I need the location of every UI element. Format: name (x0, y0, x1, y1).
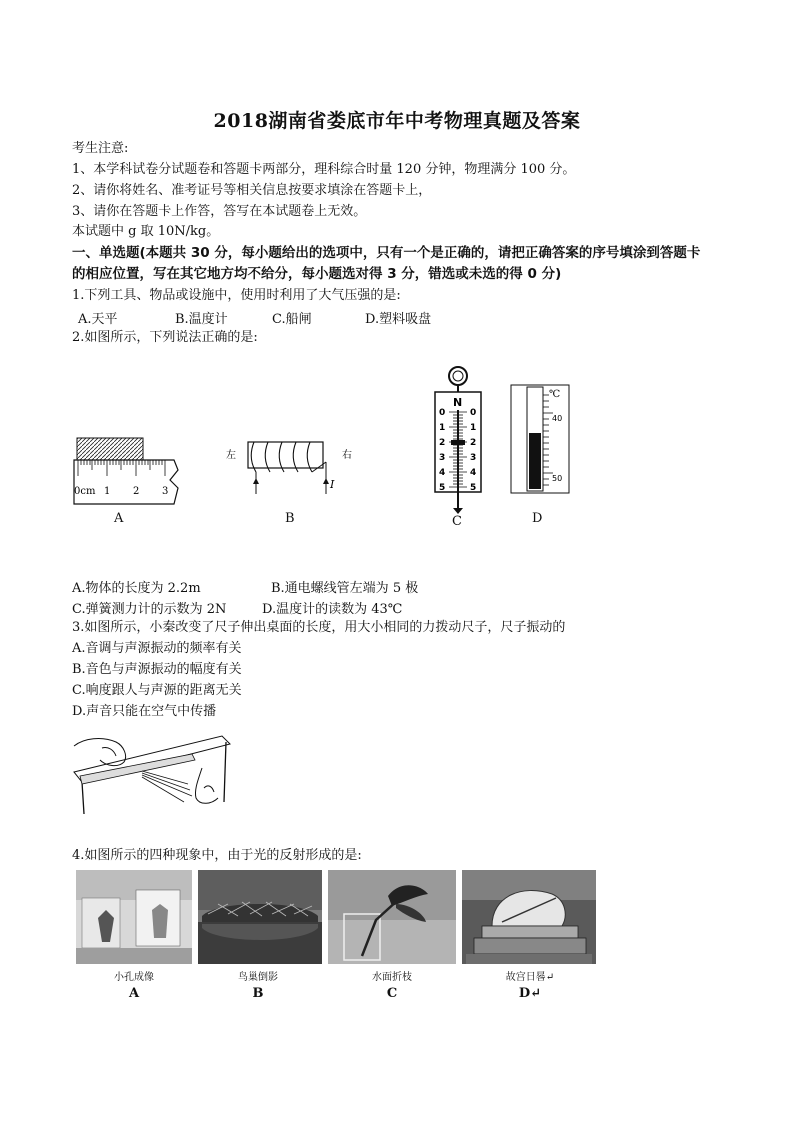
coil-right-label: 右 (342, 450, 352, 461)
scale-left-5: 5 (439, 483, 446, 493)
fig-label-a: A (114, 511, 124, 526)
solenoid-core (248, 442, 323, 468)
spring-scale-figure (425, 362, 495, 517)
scale-left-1: 1 (439, 423, 446, 433)
current-arrow-left (253, 478, 259, 484)
ruler-tick-0: 0cm (74, 486, 96, 497)
fig-label-b: B (285, 511, 295, 526)
q2-stem: 2.如图所示，下列说法正确的是: (72, 330, 258, 345)
table-leg-left (82, 782, 84, 814)
photo-label-c: C (386, 986, 398, 1001)
scale-right-2: 2 (470, 438, 477, 448)
current-arrow-right (323, 478, 329, 484)
caption-b: 鸟巢倒影 (238, 972, 278, 983)
scale-right-5: 5 (470, 483, 477, 493)
scale-pointer (451, 440, 465, 445)
scale-left-4: 4 (439, 468, 446, 478)
page-title: 2018湖南省娄底市年中考物理真题及答案 (213, 110, 581, 132)
photo-label-a: A (128, 986, 140, 1001)
photo-label-d: D↵ (518, 986, 542, 1001)
q1-option-c: C.船闸 (272, 312, 312, 327)
notice-item-2: 2、请你将姓名、准考证号等相关信息按要求填涂在答题卡上， (72, 183, 432, 198)
notice-item-1: 1、本学科试卷分试题卷和答题卡两部分，理科综合时量 120 分钟，物理满分 100 分。 (72, 162, 576, 177)
section-heading-line1: 一、单选题(本题共 30 分，每小题给出的选项中，只有一个是正确的，请把正确答案的序号填涂到答题卡 (72, 245, 701, 261)
g-note: 本试题中 g 取 10N/kg。 (72, 224, 220, 239)
fig-label-d: D (532, 511, 543, 526)
thermometer-tick-50: 50 (552, 474, 563, 483)
ruler-vibration (142, 771, 192, 802)
caption-a: 小孔成像 (114, 972, 154, 983)
scale-right-3: 3 (470, 453, 477, 463)
block (77, 438, 143, 460)
photo-label-b: B (252, 986, 264, 1001)
scale-left-0: 0 (439, 408, 446, 418)
q1-option-d: D.塑料吸盘 (365, 312, 432, 327)
q3-option-d: D.声音只能在空气中传播 (72, 704, 217, 719)
hand-right (195, 768, 218, 803)
coil-left-label: 左 (226, 450, 236, 461)
thermometer-unit: ℃ (549, 389, 561, 400)
thermometer-figure (505, 383, 575, 498)
q1-option-a: A.天平 (78, 312, 118, 327)
q2-option-b: B.通电螺线管左端为 5 极 (271, 581, 419, 596)
scale-right-4: 4 (470, 468, 477, 478)
q3-option-a: A.音调与声源振动的频率有关 (72, 641, 242, 656)
q2-option-c: C.弹簧测力计的示数为 2N (72, 602, 227, 617)
ruler-tick-2: 2 (133, 486, 140, 497)
caption-d: 故宫日晷↵ (505, 972, 555, 983)
q3-option-c: C.响度跟人与声源的距离无关 (72, 683, 242, 698)
current-label: I (330, 478, 335, 491)
ruler-tick-3: 3 (162, 486, 169, 497)
ruler-figure (70, 430, 185, 510)
q3-stem: 3.如图所示，小秦改变了尺子伸出桌面的长度，用大小相同的力拨动尺子，尺子振动的 (72, 620, 566, 635)
q2-option-d: D.温度计的读数为 43℃ (262, 602, 403, 617)
photo-bent-branch (328, 870, 456, 964)
scale-left-2: 2 (439, 438, 446, 448)
photo-pinhole (76, 870, 192, 964)
ruler-tick-1: 1 (104, 486, 111, 497)
ruler-body (74, 460, 178, 504)
section-heading-line2: 的相应位置，写在其它地方均不给分，每小题选对得 3 分，错选或未选的得 0 分) (72, 266, 562, 282)
notice-item-3: 3、请你在答题卡上作答，答写在本试题卷上无效。 (72, 204, 367, 219)
photo-birds-nest (198, 870, 322, 964)
caption-c: 水面折枝 (372, 972, 412, 983)
q4-stem: 4.如图所示的四种现象中，由于光的反射形成的是: (72, 848, 362, 863)
thermometer-tick-40: 40 (552, 414, 563, 423)
q2-option-a: A.物体的长度为 2.2m (72, 581, 201, 596)
scale-right-1: 1 (470, 423, 477, 433)
notice-heading: 考生注意: (72, 141, 129, 156)
q3-option-b: B.音色与声源振动的幅度有关 (72, 662, 242, 677)
scale-ring (449, 367, 467, 385)
q1-option-b: B.温度计 (175, 312, 228, 327)
scale-unit: N (453, 396, 463, 409)
scale-right-0: 0 (470, 408, 477, 418)
fig-label-c: C (452, 514, 462, 529)
ruler-table-figure (72, 728, 232, 816)
thermometer-liquid (529, 433, 541, 489)
table-leg-right (224, 742, 226, 802)
solenoid-figure (222, 432, 357, 502)
q1-stem: 1.下列工具、物品或设施中，使用时利用了大气压强的是: (72, 288, 401, 303)
photo-sundial (462, 870, 596, 964)
scale-left-3: 3 (439, 453, 446, 463)
